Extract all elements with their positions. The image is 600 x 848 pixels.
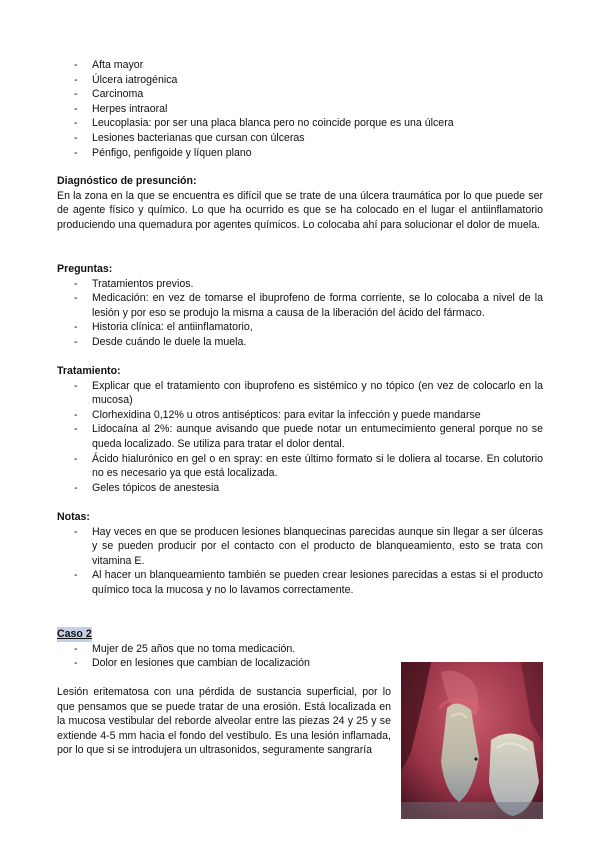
caso2-description [57, 685, 391, 758]
list-item: - Tratamientos previos. [57, 277, 543, 292]
differential-list [57, 58, 543, 160]
notas-list [57, 525, 543, 598]
list-item: - Hay veces en que se producen lesiones blanquecinas parecidas aunque sin llegar a ser úlceras y se pueden producir por el contacto con el producto de blanqueamiento, esto se trata con vitamina E. [57, 525, 543, 569]
list-item: - Desde cuándo le duele la muela. [57, 335, 543, 350]
list-item: - Herpes intraoral [57, 102, 543, 117]
list-item: - Úlcera iatrogénica [57, 73, 543, 88]
caso2-heading: Caso 2 [57, 628, 92, 640]
differential-list-section [57, 58, 543, 160]
list-item: - Al hacer un blanqueamiento también se pueden crear lesiones parecidas a estas si el producto químico toca la mucosa y no lo lavamos correctamente. [57, 568, 543, 597]
diagnostico-section [57, 174, 543, 232]
list-item: - Historia clínica: el antiinflamatorio, [57, 320, 543, 335]
list-item: - Explicar que el tratamiento con ibuprofeno es sistémico y no tópico (en vez de colocarlo en la mucosa) [57, 379, 543, 408]
list-item: - Dolor en lesiones que cambian de localización [57, 656, 543, 671]
diagnostico-paragraph: En la zona en la que se encuentra es difícil que se trate de una úlcera traumática por lo que puede ser de agente físico y químico. Lo que ha ocurrido es que se ha colocado en el lugar el antiinflamatorio produciendo una quemadura por agentes químicos. Lo colocaba ahí para solucionar el dolor de muela. [57, 189, 543, 231]
list-item: - Leucoplasia: por ser una placa blanca pero no coincide porque es una úlcera [57, 116, 543, 131]
preguntas-list [57, 277, 543, 350]
clinical-photo [401, 662, 543, 819]
tratamiento-list [57, 379, 543, 496]
tratamiento-heading: Tratamiento: [57, 365, 121, 377]
diagnostico-heading: Diagnóstico de presunción: [57, 175, 197, 187]
preguntas-section [57, 262, 543, 350]
list-item: - Clorhexidina 0,12% u otros antisépticos: para evitar la infección y puede mandarse [57, 408, 543, 423]
notas-section [57, 510, 543, 598]
caso2-paragraph: Lesión eritematosa con una pérdida de sustancia superficial, por lo que pensamos que se puede tratar de una erosión. Está localizada en la mucosa vestibular del reborde alveolar entre las piezas 24 y 25 y se extiende 4-5 mm hacia el fondo del vestíbulo. Es una lesión inflamada, por lo que si se introdujera un ultrasonidos, seguramente sangraría [57, 686, 391, 757]
gingiva-teeth-image [401, 662, 543, 819]
list-item: - Geles tópicos de anestesia [57, 481, 543, 496]
list-item: - Lidocaína al 2%: aunque avisando que puede notar un entumecimiento general porque no se queda localizado. Se utiliza para tratar el dolor dental. [57, 422, 543, 451]
list-item: - Afta mayor [57, 58, 543, 73]
preguntas-heading: Preguntas: [57, 263, 113, 275]
notas-heading: Notas: [57, 511, 90, 523]
list-item: - Mujer de 25 años que no toma medicación. [57, 642, 543, 657]
list-item: - Pénfigo, penfigoide y líquen plano [57, 146, 543, 161]
tratamiento-section [57, 364, 543, 495]
list-item: - Lesiones bacterianas que cursan con úlceras [57, 131, 543, 146]
list-item: - Carcinoma [57, 87, 543, 102]
list-item: - Medicación: en vez de tomarse el ibuprofeno de forma corriente, se lo colocaba a nivel de la lesión y por eso se produjo la misma a causa de la liberación del ácido del fármaco. [57, 291, 543, 320]
list-item: - Ácido hialurónico en gel o en spray: en este último formato si le doliera al tocarse. En colutorio no es necesario ya que está localizada. [57, 452, 543, 481]
